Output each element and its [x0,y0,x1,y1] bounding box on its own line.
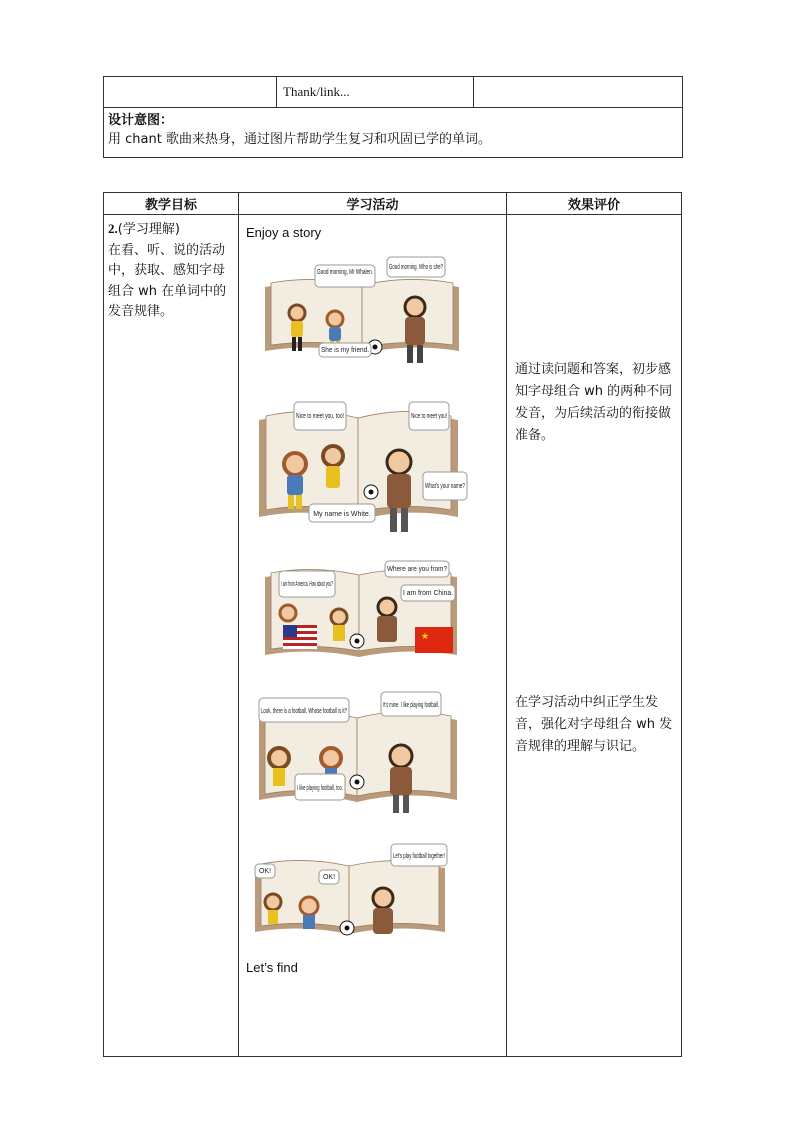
teacher-figure [377,598,397,642]
story-panel-1 [257,255,467,365]
svg-text:Look, there is a football. Who: Look, there is a football. Whose football is it? [261,708,348,715]
speech-bubble [391,844,447,866]
svg-text:I like playing football, too.: I like playing football, too. [297,785,344,792]
football-icon [340,921,354,935]
speech-bubble [309,504,375,522]
usa-flag-icon [283,625,317,649]
girl-figure [331,609,347,641]
story-panel-5 [251,840,451,950]
header-goal: 教学目标 [104,193,239,215]
svg-text:Nice to meet you!: Nice to meet you! [411,413,448,420]
speech-bubble [319,870,339,884]
speech-bubble [401,585,455,601]
goal-cell [104,215,239,1057]
evaluation-text-2: 在学习活动中纠正学生发音，强化对字母组合 wh 发音规律的理解与识记。 [515,695,673,754]
boy-figure [280,605,296,621]
speech-bubble [259,698,349,722]
svg-text:It's mine. I like playing foot: It's mine. I like playing football. [383,702,440,709]
activity-heading: Enjoy a story [246,225,322,240]
teacher-figure [373,888,393,934]
design-intent-label: 设计意图： [108,113,174,128]
football-icon [350,775,364,789]
story-panel-3 [261,555,461,665]
story-panel-2 [251,392,466,542]
evaluation-text-1: 通过读问题和答案，初步感知字母组合 wh 的两种不同发音，为后续活动的衔接做准备。 [515,362,673,443]
cell-empty-2 [474,77,683,108]
svg-text:OK!: OK! [258,868,272,875]
svg-text:What's your name?: What's your name? [425,483,466,490]
svg-text:I am from America. How about y: I am from America. How about you? [281,581,334,588]
evaluation-cell [507,215,682,1057]
svg-text:Where are you from?: Where are you from? [387,566,448,573]
svg-text:Let's play football together!: Let's play football together! [393,853,446,860]
lesson-table-main [103,192,682,1057]
svg-text:Good morning, Mr Whalen.: Good morning, Mr Whalen. [317,269,374,276]
speech-bubble [255,864,275,878]
goal-title: (学习理解) [117,222,180,237]
teacher-figure [390,745,412,813]
speech-bubble [381,692,441,716]
story-panel-4 [251,690,463,820]
svg-text:Good morning. Who is she?: Good morning. Who is she? [389,264,444,271]
football-icon [364,485,378,499]
header-activity: 学习活动 [239,193,507,215]
svg-text:She is my friend.: She is my friend. [321,347,370,354]
speech-bubble [385,561,449,577]
speech-bubble [295,774,345,800]
speech-bubble [294,402,346,430]
lesson-table-top [103,76,683,158]
football-icon [350,634,364,648]
speech-bubble [315,265,375,287]
goal-number: 2. [108,221,118,236]
design-intent-text: 用 chant 歌曲来热身，通过图片帮助学生复习和巩固已学的单词。 [108,132,491,147]
china-flag-icon [415,627,453,653]
speech-bubble [387,257,445,277]
svg-text:Nice to meet you, too!: Nice to meet you, too! [296,413,345,420]
speech-bubble [423,472,467,500]
header-evaluation: 效果评价 [507,193,682,215]
cell-empty-1 [104,77,277,108]
teacher-figure [387,450,411,532]
goal-text: 在看、听、说的活动中，获取、感知字母组合 wh 在单词中的发音规律。 [108,242,227,319]
teacher-figure [405,297,425,363]
svg-text:I am from China.: I am from China. [403,590,454,597]
speech-bubble [319,343,371,357]
lets-find-heading: Let’s find [246,960,298,975]
svg-text:OK!: OK! [322,874,336,881]
activity-cell [239,215,507,1057]
svg-text:My name is White.: My name is White. [313,511,371,518]
cell-thank-link: Thank/link... [277,77,474,108]
speech-bubble [409,402,449,430]
design-intent-cell [104,108,683,158]
speech-bubble [279,571,335,597]
svg-text:★: ★ [421,631,430,641]
